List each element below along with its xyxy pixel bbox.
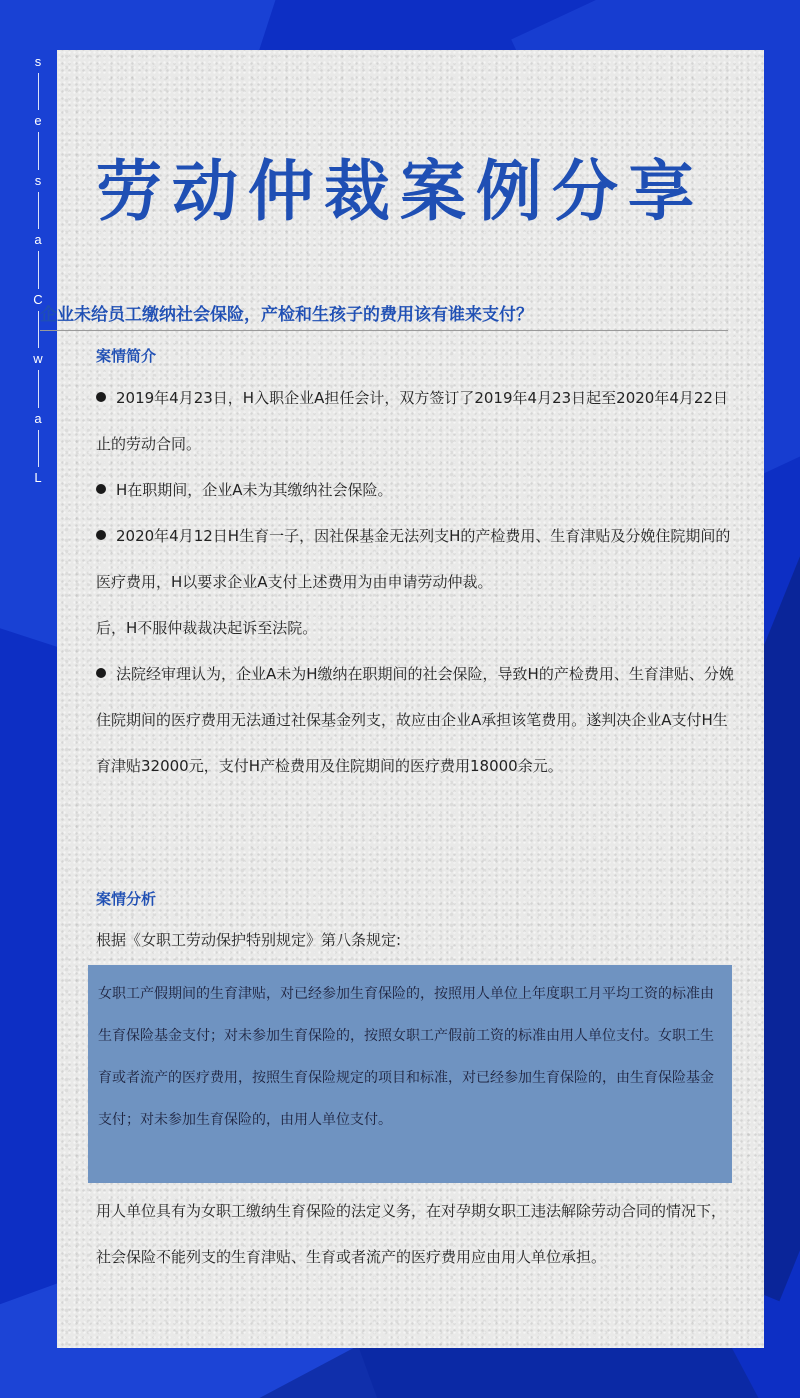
bullet-icon (96, 484, 106, 494)
analysis-heading: 案情分析 (96, 890, 157, 908)
side-letter: w (33, 351, 43, 367)
bullet-icon (96, 392, 106, 402)
regulation-quote: 女职工产假期间的生育津贴，对已经参加生育保险的，按照用人单位上年度职工月平均工资的标准由生育保险基金支付；对未参加生育保险的，按照女职工产假前工资的标准由用人单位支付。女职工生育或者流产的医疗费用，按照生育保险规定的项目和标准，对已经参加生育保险的，由生育保险基金支付；对未参加生育保险的，由用人单位支付。 (88, 965, 732, 1183)
brief-paragraph: 法院经审理认为，企业A未为H缴纳在职期间的社会保险，导致H的产检费用、生育津贴、分娩住院期间的医疗费用无法通过社保基金列支，故应由企业A承担该笔费用。遂判决企业A支付H生育津贴32000元，支付H产检费用及住院期间的医疗费用18000余元。 (96, 665, 734, 775)
page-title: 劳动仲裁案例分享 (96, 153, 704, 230)
analysis-intro: 根据《女职工劳动保护特别规定》第八条规定: (96, 931, 402, 949)
side-letter: e (34, 113, 42, 129)
brief-paragraph: 2020年4月12日H生育一子，因社保基金无法列支H的产检费用、生育津贴及分娩住院期间的医疗费用，H以要求企业A支付上述费用为由申请劳动仲裁。 (96, 527, 731, 591)
brief-heading: 案情简介 (96, 347, 157, 365)
side-letter: s (34, 172, 42, 188)
brief-paragraph: 后，H不服仲裁裁决起诉至法院。 (96, 619, 318, 637)
divider (40, 330, 728, 331)
side-letter: a (34, 232, 42, 248)
side-letter: L (34, 469, 42, 485)
side-letter: s (34, 54, 42, 69)
side-letter: a (34, 410, 42, 426)
brief-paragraph: H在职期间，企业A未为其缴纳社会保险。 (96, 467, 736, 513)
case-subtitle: 企业未给员工缴纳社会保险，产检和生孩子的费用该有谁来支付？ (40, 305, 533, 325)
brief-paragraph: 2019年4月23日，H入职企业A担任会计，双方签订了2019年4月23日起至2020年4月22日止的劳动合同。 (96, 389, 728, 453)
bullet-icon (96, 530, 106, 540)
analysis-conclusion: 用人单位具有为女职工缴纳生育保险的法定义务，在对孕期女职工违法解除劳动合同的情况下，社会保险不能列支的生育津贴、生育或者流产的医疗费用应由用人单位承担。 (96, 1202, 727, 1266)
vertical-laws-text (28, 55, 48, 485)
side-letter: C (33, 291, 43, 307)
bullet-icon (96, 668, 106, 678)
